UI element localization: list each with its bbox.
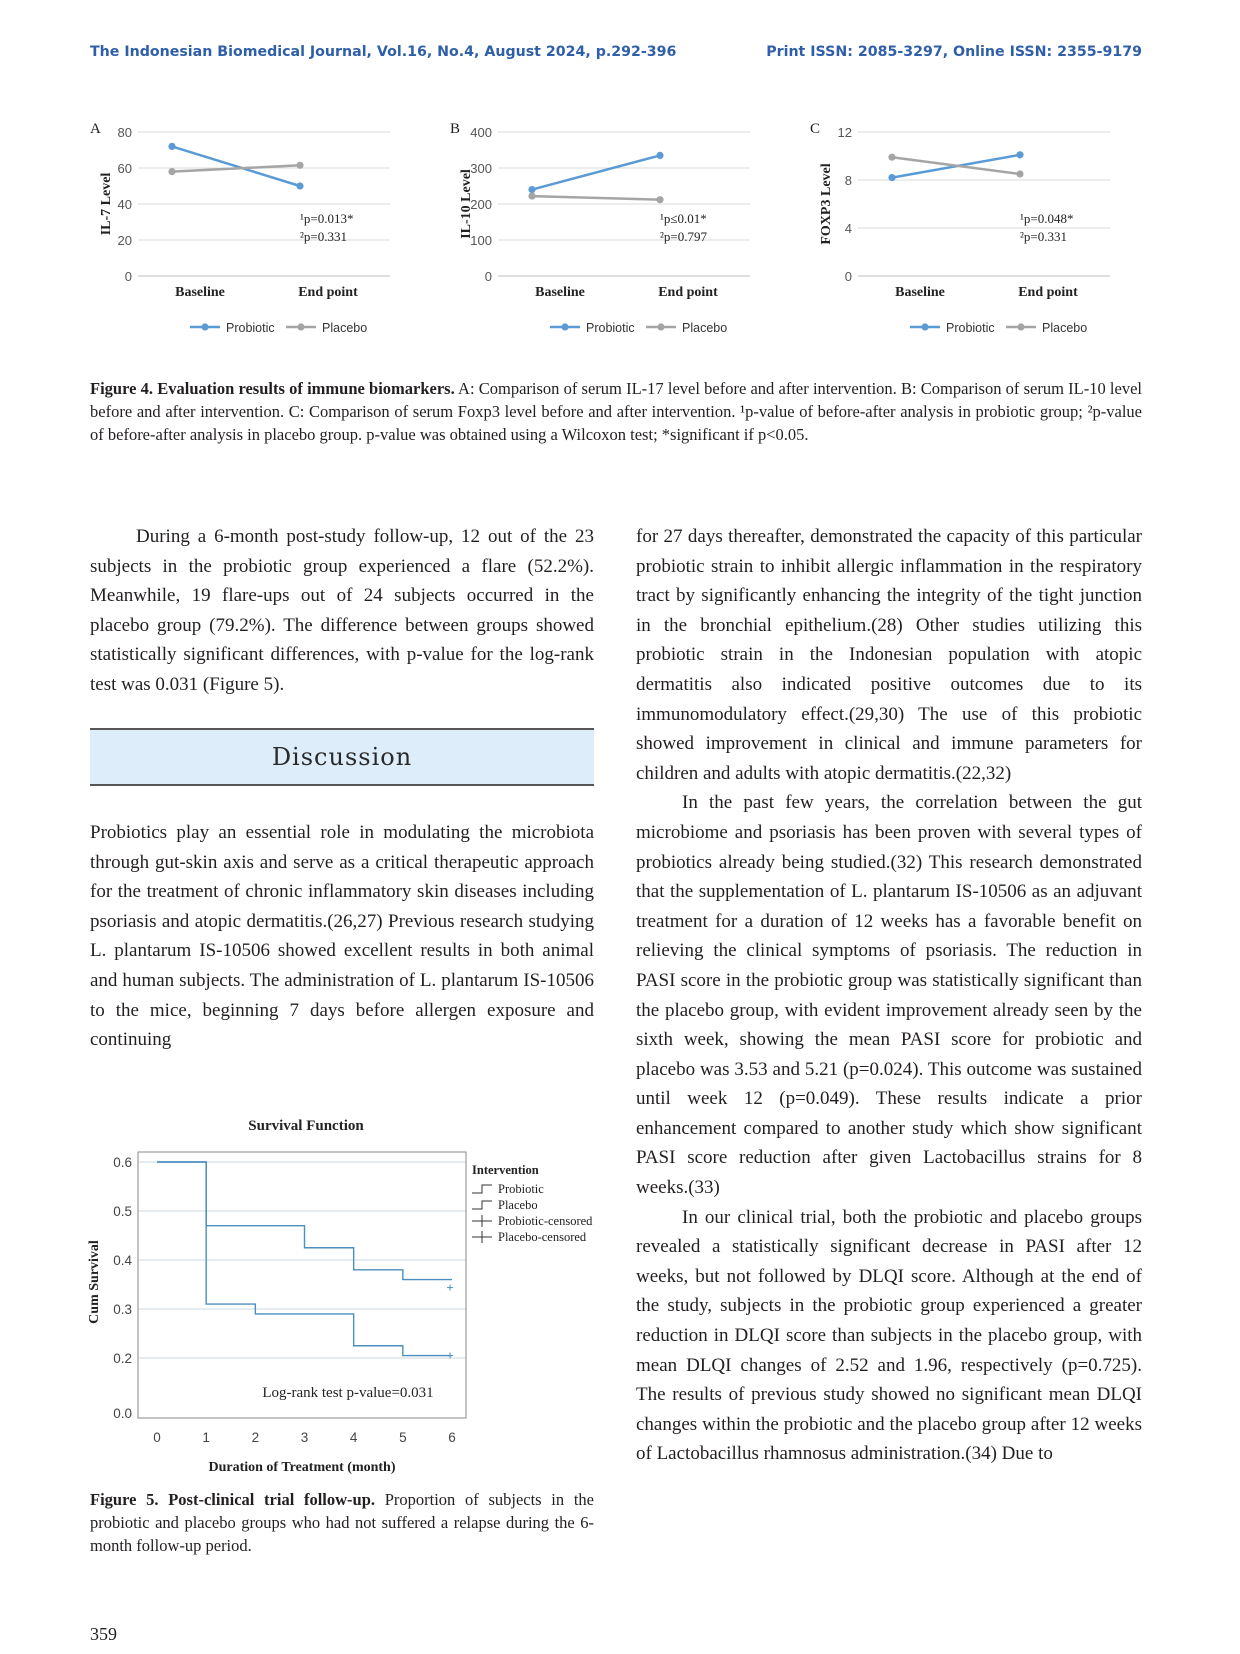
issn-header: Print ISSN: 2085-3297, Online ISSN: 2355-9179 (766, 44, 1142, 60)
discussion-paragraph-2: for 27 days thereafter, demonstrated the capacity of this particular probiotic strain to inhibit allergic inflammation in the respiratory tract by significantly enhancing the integrity of the tight junction in the bronchial epithelium.(28) Other studies utilizing this probiotic strain in the Indonesian population with atopic dermatitis also indicated positive outcomes due to its immunomodulatory effect.(29,30) The use of this probiotic showed improvement in clinical and immune parameters for children and adults with atopic dermatitis.(22,32) (636, 526, 1142, 784)
data-point-probiotic (888, 174, 895, 181)
legend-label-probiotic: Probiotic (586, 321, 635, 335)
y-tick-label: 0.0 (113, 1406, 132, 1421)
y-axis-label: Cum Survival (87, 1240, 102, 1324)
p-value-probiotic: ¹p≤0.01* (660, 211, 707, 226)
left-column-top (90, 522, 594, 700)
legend-marker-placebo (1017, 323, 1024, 330)
results-paragraph: During a 6-month post-study follow-up, 12 out of the 23 subjects in the probiotic group experienced a flare (52.2%). Meanwhile, 19 flare-ups out of 24 subjects occurred in the placebo group (79.2%). The difference between groups showed statistically significant differences, with p-value for the log-rank test was 0.031 (Figure 5). (90, 526, 594, 695)
discussion-title: Discussion (271, 743, 413, 771)
panel-svg (810, 121, 1130, 344)
figure5-caption-bold: Figure 5. Post-clinical trial follow-up. (90, 1490, 376, 1509)
x-tick-label: 3 (300, 1430, 309, 1445)
log-rank-annotation: Log-rank test p-value=0.031 (262, 1385, 434, 1401)
legend-step-icon (472, 1185, 492, 1193)
legend-label: Placebo (498, 1198, 538, 1212)
y-tick-label: 0.2 (113, 1351, 132, 1366)
data-point-placebo (168, 168, 175, 175)
legend-title: Intervention (472, 1163, 539, 1177)
discussion-paragraph-3: In the past few years, the correlation between the gut microbiome and psoriasis has been proven with several types of probiotics already being studied.(32) This research demonstrated that the supplementation of L. plantarum IS-10506 as an adjuvant treatment for a duration of 12 weeks has a favorable benefit on relieving the clinical symptoms of psoriasis. The reduction in PASI score in the probiotic group was statistically significant than the placebo group, with evident improvement already seen by the sixth week, showing the mean PASI score for probiotic and placebo was 3.53 and 5.21 (p=0.024). This outcome was sustained until week 12 (p=0.049). These results indicate a prior enhancement compared to another study which show significant PASI score reduction after given Lactobacillus strains for 8 weeks.(33) (636, 792, 1142, 1199)
data-point-placebo (656, 196, 663, 203)
page-number: 359 (90, 1624, 117, 1644)
km-curve-probiotic (157, 1162, 452, 1280)
x-tick-label: Baseline (535, 285, 585, 300)
panel-svg (450, 121, 770, 344)
y-tick-label: 200 (470, 197, 492, 212)
legend-marker-probiotic (561, 323, 568, 330)
p-value-placebo: ²p=0.797 (660, 229, 707, 244)
data-point-probiotic (1016, 151, 1023, 158)
panel-svg (90, 121, 410, 344)
figure4-panel-a-chart (90, 121, 410, 344)
x-tick-label: End point (1018, 285, 1078, 300)
legend-label-probiotic: Probiotic (946, 321, 995, 335)
data-point-probiotic (168, 143, 175, 150)
legend-label: Probiotic (498, 1182, 544, 1196)
data-point-placebo (1016, 170, 1023, 177)
figure4-caption-text: A: Comparison of serum IL-17 level before and after intervention. B: Comparison of serum IL-10 level before and after intervention. C: Comparison of serum Foxp3 level before and after intervention. ¹p-value of before-after analysis in probiotic group; ²p-value of before-after analysis in placebo group. p-value was obtained using a Wilcoxon test; *significant if p<0.05. (90, 379, 1142, 444)
survival-svg (87, 1112, 594, 1482)
y-tick-label: 20 (117, 233, 132, 248)
panel-letter: A (90, 121, 101, 137)
legend-label: Probiotic-censored (498, 1214, 593, 1228)
p-value-placebo: ²p=0.331 (300, 229, 347, 244)
data-point-probiotic (296, 182, 303, 189)
y-tick-label: 0.5 (113, 1204, 132, 1219)
plot-frame (138, 1152, 466, 1418)
discussion-paragraph-1: Probiotics play an essential role in modulating the microbiota through gut-skin axis and serve as a critical therapeutic approach for the treatment of chronic inflammatory skin diseases including psoriasis and atopic dermatitis.(26,27) Previous research studying L. plantarum IS-10506 showed excellent results in both animal and human subjects. The administration of L. plantarum IS-10506 to the mice, beginning 7 days before allergen exposure and continuing (90, 822, 594, 1051)
survival-title: Survival Function (248, 1118, 364, 1134)
figure4-caption (90, 377, 1142, 446)
legend-marker-placebo (657, 323, 664, 330)
p-value-placebo: ²p=0.331 (1020, 229, 1067, 244)
figure4-panel-b-chart (450, 121, 770, 344)
y-axis-label: IL-7 Level (99, 172, 114, 236)
data-point-probiotic (528, 186, 535, 193)
x-tick-label: 6 (448, 1430, 456, 1445)
data-point-placebo (296, 162, 303, 169)
legend-marker-placebo (297, 323, 304, 330)
legend-marker-probiotic (201, 323, 208, 330)
left-column-discussion (90, 818, 594, 1055)
panel-letter: C (810, 121, 821, 137)
y-tick-label: 0.6 (113, 1155, 132, 1170)
figure5-survival-chart (87, 1112, 594, 1482)
p-value-probiotic: ¹p=0.013* (300, 211, 354, 226)
series-line-placebo (892, 157, 1020, 174)
series-line-placebo (532, 196, 660, 200)
discussion-heading (90, 728, 594, 786)
panel-letter: B (450, 121, 461, 137)
figure5-caption (90, 1488, 594, 1557)
x-tick-label: 1 (202, 1430, 210, 1445)
figure5-caption-text: Proportion of subjects in the probiotic and placebo groups who had not suffered a relapse during the 6-month follow-up period. (90, 1490, 594, 1555)
right-column (636, 522, 1142, 1469)
y-tick-label: 60 (117, 161, 132, 176)
y-tick-label: 0 (844, 269, 852, 284)
y-tick-label: 40 (117, 197, 132, 212)
y-tick-label: 100 (470, 233, 492, 248)
series-line-probiotic (532, 155, 660, 189)
x-tick-label: 4 (349, 1430, 358, 1445)
x-tick-label: 5 (399, 1430, 407, 1445)
km-curve-placebo (157, 1162, 452, 1356)
p-value-probiotic: ¹p=0.048* (1020, 211, 1074, 226)
y-tick-label: 8 (844, 173, 852, 188)
y-tick-label: 0.3 (113, 1302, 132, 1317)
data-point-placebo (528, 192, 535, 199)
x-axis-label: Duration of Treatment (month) (208, 1460, 396, 1475)
y-tick-label: 300 (470, 161, 492, 176)
y-tick-label: 12 (837, 125, 852, 140)
x-tick-label: 0 (153, 1430, 161, 1445)
figure4-panel-c-chart (810, 121, 1130, 344)
legend-step-icon (472, 1201, 492, 1209)
data-point-probiotic (656, 152, 663, 159)
legend-label-probiotic: Probiotic (226, 321, 275, 335)
y-axis-label: FOXP3 Level (819, 163, 834, 245)
y-tick-label: 0 (484, 269, 492, 284)
data-point-placebo (888, 154, 895, 161)
journal-title-header: The Indonesian Biomedical Journal, Vol.16, No.4, August 2024, p.292-396 (90, 44, 677, 60)
discussion-paragraph-4: In our clinical trial, both the probiotic and placebo groups revealed a statistically significant decrease in PASI after 12 weeks, but not followed by DLQI score. Although at the end of the study, subjects in the probiotic group experienced a greater reduction in DLQI score than subjects in the placebo group, with mean DLQI changes of 2.52 and 1.96, respectively (p=0.725). The results of previous study showed no significant mean DLQI changes within the probiotic and the placebo group after 12 weeks of Lactobacillus rhamnosus administration.(34) Due to (636, 1206, 1142, 1465)
legend-label-placebo: Placebo (1042, 321, 1088, 335)
legend-label: Placebo-censored (498, 1230, 587, 1244)
figure4-caption-bold: Figure 4. Evaluation results of immune biomarkers. (90, 379, 455, 398)
x-tick-label: 2 (251, 1430, 260, 1445)
y-tick-label: 80 (117, 125, 132, 140)
x-tick-label: End point (658, 285, 718, 300)
y-tick-label: 0 (124, 269, 132, 284)
legend-marker-probiotic (921, 323, 928, 330)
y-tick-label: 0.4 (113, 1253, 132, 1268)
legend-label-placebo: Placebo (322, 321, 368, 335)
x-tick-label: Baseline (175, 285, 225, 300)
y-axis-label: IL-10 Level (459, 169, 474, 239)
x-tick-label: Baseline (895, 285, 945, 300)
y-tick-label: 4 (844, 221, 852, 236)
x-tick-label: End point (298, 285, 358, 300)
y-tick-label: 400 (470, 125, 492, 140)
legend-label-placebo: Placebo (682, 321, 728, 335)
